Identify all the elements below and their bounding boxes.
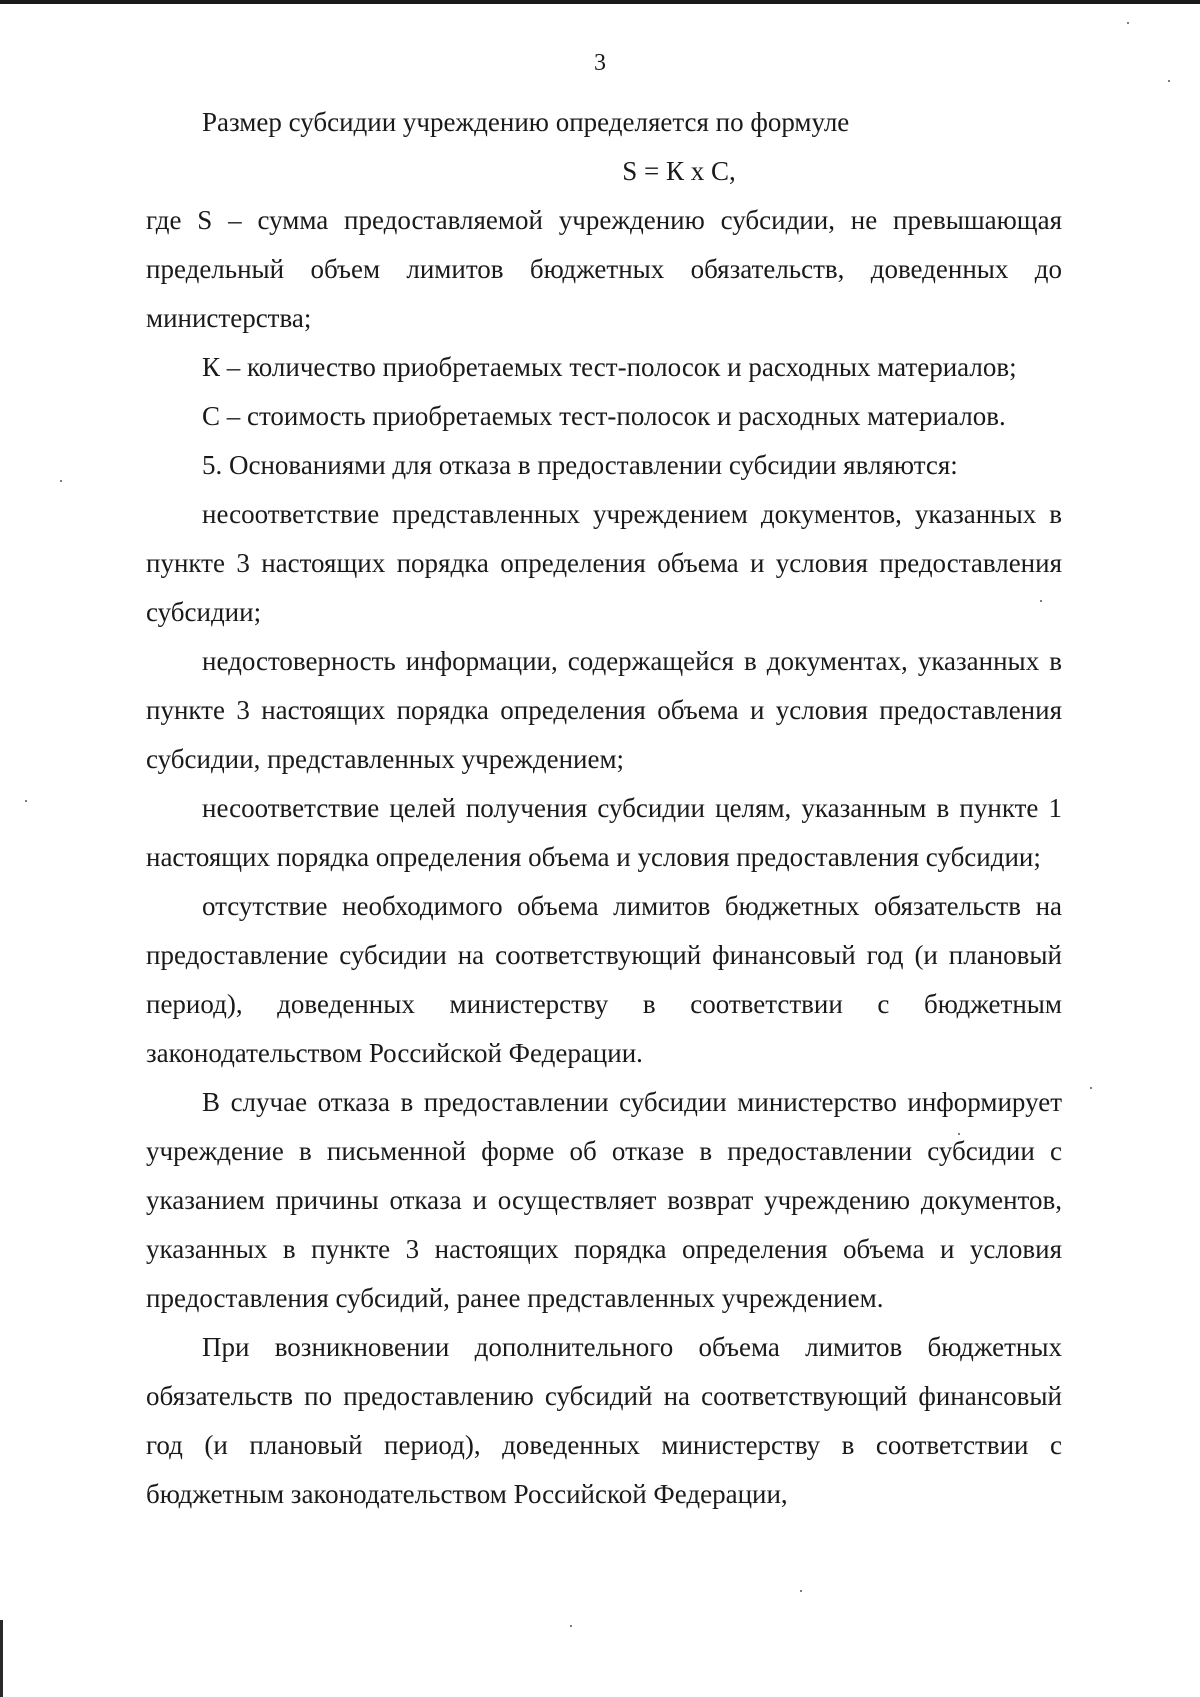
document-body [146,98,1062,1519]
scan-top-edge [0,0,1200,4]
paragraph-refusal-grounds: 5. Основаниями для отказа в предоставлении субсидии являются: [202,450,958,480]
paragraph-subsidy-formula-intro: Размер субсидии учреждению определяется по формуле [202,107,850,137]
scan-speck [958,1133,960,1135]
scan-left-edge [0,1620,3,1697]
scan-speck [1168,80,1170,82]
scan-speck [25,800,27,802]
paragraph-additional-limits: При возникновении дополнительного объема лимитов бюджетных обязательств по предоставлению субсидий на соответствующий финансовый год (и плановый период), доведенных министерству в соответствии с бюджетным законодательством Российской Федерации, [146,1332,1062,1509]
paragraph-ground-goals-mismatch: несоответствие целей получения субсидии целям, указанным в пункте 1 настоящих порядка определения объема и условия предоставления субсидии; [146,793,1062,872]
paragraph-ground-documents-mismatch: несоответствие представленных учреждением документов, указанных в пункте 3 настоящих порядка определения объема и условия предоставления субсидии; [146,499,1062,627]
paragraph-refusal-notification: В случае отказа в предоставлении субсидии министерство информирует учреждение в письменной форме об отказе в предоставлении субсидии с указанием причины отказа и осуществляет возврат учреждению документов, указанных в пункте 3 настоящих порядка определения объема и условия предоставления субсидий, ранее представленных учреждением. [146,1087,1062,1313]
scan-speck [800,1590,802,1592]
paragraph-ground-no-limits: отсутствие необходимого объема лимитов бюджетных обязательств на предоставление субсидии на соответствующий финансовый год (и плановый период), доведенных министерству в соответствии с бюджетным законодательством Российской Федерации. [146,891,1062,1068]
formula: S = К х С, [622,156,736,186]
scan-speck [60,480,62,482]
scan-speck [1090,1087,1092,1089]
paragraph-s-definition: где S – сумма предоставляемой учреждению субсидии, не превышающая предельный объем лимитов бюджетных обязательств, доведенных до министерства; [146,205,1062,333]
scan-speck [1127,22,1129,24]
scan-speck [570,1625,572,1627]
scan-speck [1040,600,1042,602]
paragraph-c-definition: С – стоимость приобретаемых тест-полосок и расходных материалов. [202,401,1006,431]
page-number: 3 [594,50,606,76]
paragraph-ground-unreliable-info: недостоверность информации, содержащейся в документах, указанных в пункте 3 настоящих порядка определения объема и условия предоставления субсидии, представленных учреждением; [146,646,1062,774]
paragraph-k-definition: К – количество приобретаемых тест-полосок и расходных материалов; [202,352,1017,382]
